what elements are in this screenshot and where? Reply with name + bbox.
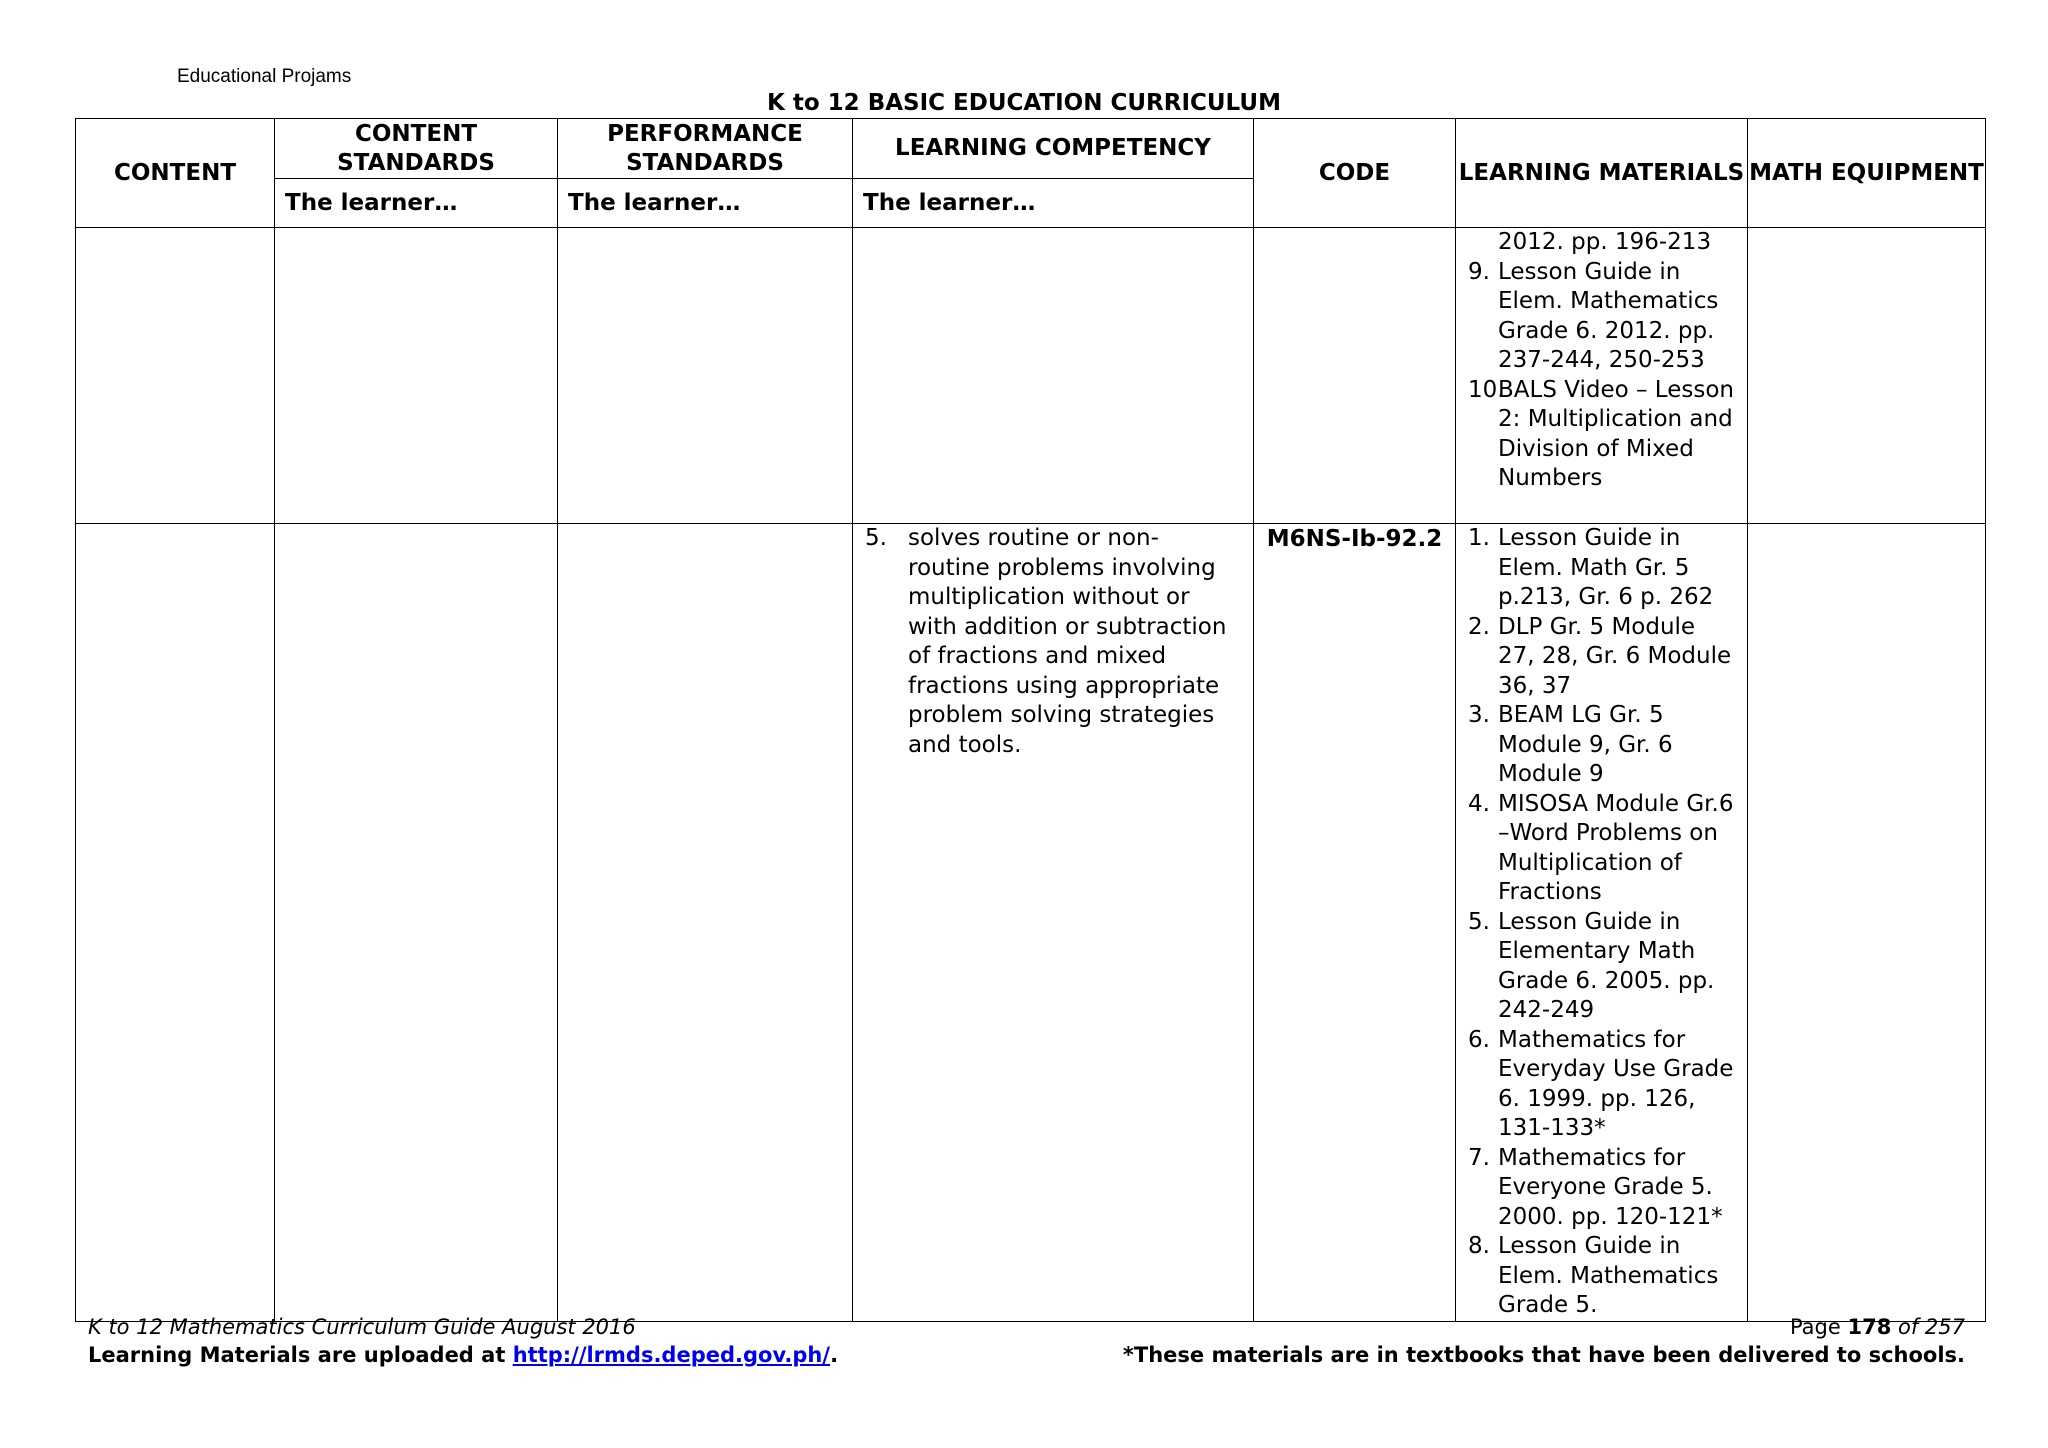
table-row xyxy=(76,228,1986,524)
list-item-number: 7. xyxy=(1468,1144,1490,1171)
cell-learning-materials xyxy=(1456,228,1748,524)
list-item-text: Mathematics for Everyone Grade 5. 2000. pp. 120-121* xyxy=(1498,1144,1723,1230)
cell-code xyxy=(1254,228,1456,524)
footer-uploaded-suffix: . xyxy=(830,1343,839,1367)
subheader-learning-competency: The learner… xyxy=(853,179,1254,228)
list-item-number: 8. xyxy=(1468,1233,1490,1259)
page-indicator xyxy=(1123,1313,1965,1341)
materials-list xyxy=(1456,524,1747,1321)
cell-performance-standards xyxy=(558,524,853,1322)
cell-math-equipment xyxy=(1748,524,1986,1322)
page-total: of 257 xyxy=(1891,1315,1965,1339)
learning-competency-item xyxy=(853,524,1253,760)
cell-content xyxy=(76,228,275,524)
list-item xyxy=(1456,1144,1737,1233)
list-item-number: 6. xyxy=(1468,1026,1490,1053)
cell-learning-competency xyxy=(853,524,1254,1322)
header-content-standards: CONTENT STANDARDS xyxy=(275,119,558,179)
list-item-text: MISOSA Module Gr.6 –Word Problems on Multiplication of Fractions xyxy=(1498,790,1734,905)
materials-list xyxy=(1456,228,1747,494)
list-item xyxy=(1456,908,1737,1026)
list-item-number: 9. xyxy=(1468,258,1490,285)
header-math-equipment: MATH EQUIPMENT xyxy=(1748,119,1986,228)
list-item-text: Lesson Guide in Elem. Math Gr. 5 p.213, Gr. 6 p. 262 xyxy=(1498,525,1714,610)
page-label: Page xyxy=(1789,1315,1848,1339)
list-item xyxy=(1456,790,1737,908)
curriculum-table xyxy=(75,118,1986,1322)
competency-number: 5. xyxy=(865,525,887,551)
list-item-text: DLP Gr. 5 Module 27, 28, Gr. 6 Module 36, 37 xyxy=(1498,613,1732,699)
list-item xyxy=(1456,701,1737,790)
list-item xyxy=(1456,258,1737,376)
header-row xyxy=(76,119,1986,179)
list-item xyxy=(1456,1232,1737,1321)
list-item-number: 4. xyxy=(1468,790,1490,817)
cell-math-equipment xyxy=(1748,228,1986,524)
list-item xyxy=(1456,376,1737,494)
document-title: K to 12 BASIC EDUCATION CURRICULUM xyxy=(767,90,1281,116)
list-item-number: 10. xyxy=(1468,376,1505,403)
page-number: 178 xyxy=(1847,1315,1892,1339)
list-item-text: Lesson Guide in Elem. Mathematics Grade 5. xyxy=(1498,1233,1719,1318)
list-item xyxy=(1456,1026,1737,1144)
cell-learning-competency xyxy=(853,228,1254,524)
footer-uploaded-prefix: Learning Materials are uploaded at xyxy=(88,1343,513,1367)
cell-content-standards xyxy=(275,524,558,1322)
table-row xyxy=(76,524,1986,1322)
list-item-text: BEAM LG Gr. 5 Module 9, Gr. 6 Module 9 xyxy=(1498,702,1673,787)
header-performance-standards: PERFORMANCE STANDARDS xyxy=(558,119,853,179)
list-item-text: Lesson Guide in Elementary Math Grade 6. 2005. pp. 242-249 xyxy=(1498,908,1715,1023)
header-learning-competency: LEARNING COMPETENCY xyxy=(853,119,1254,179)
header-code: CODE xyxy=(1254,119,1456,228)
list-item-number: 5. xyxy=(1468,908,1490,935)
cell-content xyxy=(76,524,275,1322)
list-item-text: 2012. pp. 196-213 xyxy=(1498,229,1712,255)
footer-left xyxy=(88,1313,838,1369)
cell-code xyxy=(1254,524,1456,1322)
list-item-number: 2. xyxy=(1468,613,1490,640)
subheader-performance-standards: The learner… xyxy=(558,179,853,228)
cell-performance-standards xyxy=(558,228,853,524)
list-item xyxy=(1456,228,1737,258)
list-item-number: 3. xyxy=(1468,702,1490,728)
header-learning-materials: LEARNING MATERIALS xyxy=(1456,119,1748,228)
competency-text: solves routine or non-routine problems involving multiplication without or with addition or subtraction of fractions and mixed fractions using appropriate problem solving strategies and tools. xyxy=(908,525,1227,758)
list-item-text: Mathematics for Everyday Use Grade 6. 1999. pp. 126, 131-133* xyxy=(1498,1026,1734,1141)
list-item xyxy=(1456,524,1737,613)
list-item xyxy=(1456,613,1737,702)
cell-content-standards xyxy=(275,228,558,524)
watermark-text: Educational Projams xyxy=(177,66,352,87)
lrmds-link[interactable]: http://lrmds.deped.gov.ph/ xyxy=(512,1343,831,1367)
list-item-text: BALS Video – Lesson 2: Multiplication and Division of Mixed Numbers xyxy=(1498,376,1734,491)
header-content: CONTENT xyxy=(76,119,275,228)
footer-uploaded-note xyxy=(88,1341,838,1369)
footer-right xyxy=(1123,1313,1965,1369)
cell-learning-materials xyxy=(1456,524,1748,1322)
footer-textbook-note: *These materials are in textbooks that have been delivered to schools. xyxy=(1122,1343,1965,1367)
footer-guide-title: K to 12 Mathematics Curriculum Guide August 2016 xyxy=(88,1315,636,1339)
competency-code: M6NS-Ib-92.2 xyxy=(1266,526,1443,552)
subheader-content-standards: The learner… xyxy=(275,179,558,228)
list-item-text: Lesson Guide in Elem. Mathematics Grade 6. 2012. pp. 237-244, 250-253 xyxy=(1498,258,1719,373)
list-item-number: 1. xyxy=(1468,525,1490,551)
